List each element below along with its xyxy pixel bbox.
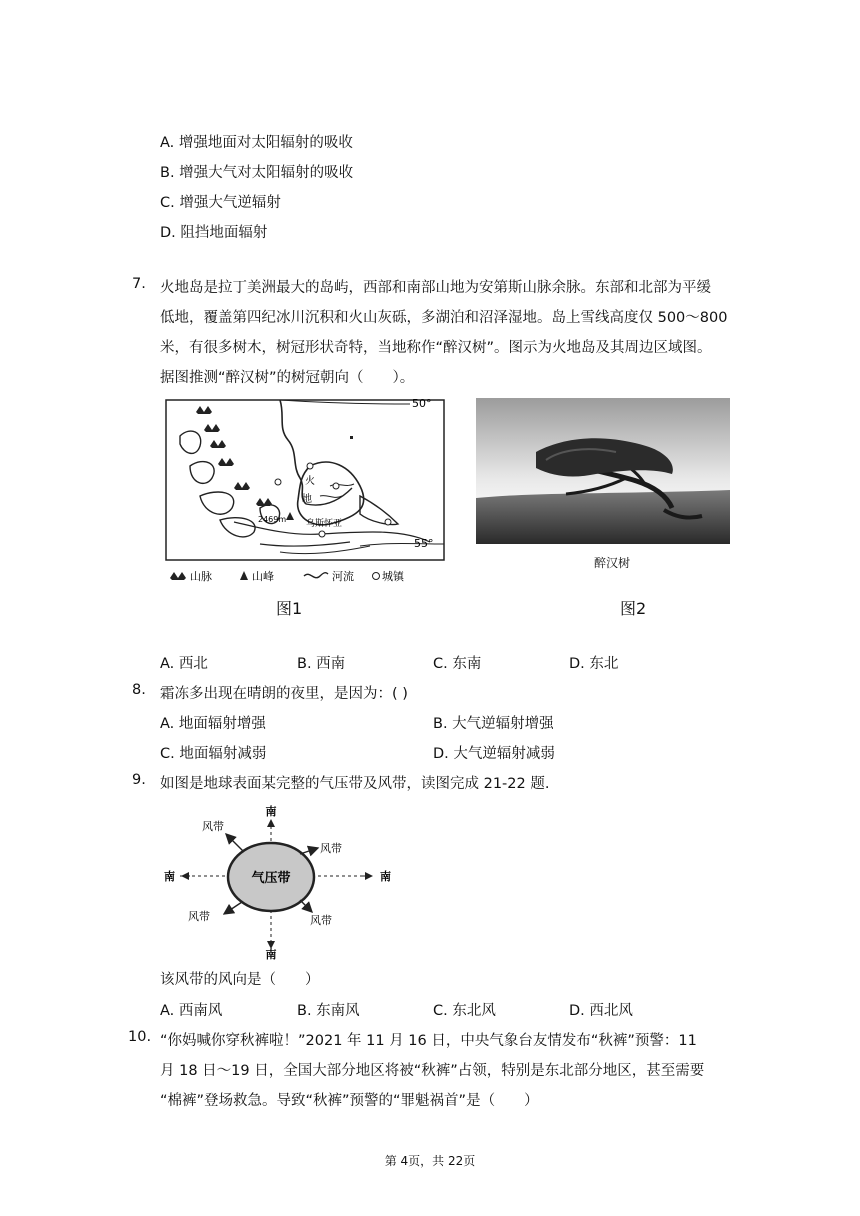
photo-caption: 醉汉树 [594,556,631,570]
q9-subquestion: 该风带的风向是（ ） [160,972,320,988]
q10-line-2: 月 18 日～19 日，全国大部分地区将被“秋裤”占领，特别是东北部分地区，甚至需要 [160,1063,705,1079]
wind-label-br: 风带 [310,914,332,927]
q7-line-4: 据图推测“醉汉树”的树冠朝向（ ）。 [160,370,415,386]
q7-option-d: D. 东北 [569,656,619,672]
q9-text: 如图是地球表面某完整的气压带及风带，读图完成 21-22 题. [160,776,550,792]
q8-text: 霜冻多出现在晴朗的夜里，是因为：( ) [160,686,408,702]
q8-option-c: C. 地面辐射减弱 [160,746,267,762]
legend-peak: 山峰 [252,570,274,583]
island-label-2: 地 [302,494,312,505]
figure-2-label: 图2 [620,599,647,618]
peak-label: 2469m [258,515,287,524]
dir-left: 南 [164,870,175,883]
wind-label-bl: 风带 [188,910,210,923]
wind-arrow-br [300,900,312,912]
wind-arrow-tr [300,848,318,854]
wind-arrow-bl [224,902,242,914]
pressure-belt-label: 气压带 [251,871,291,886]
town-marker [385,519,391,525]
map-legend [170,569,405,583]
town-marker [319,531,325,537]
q8-option-b: B. 大气逆辐射增强 [433,716,554,732]
legend-river: 河流 [332,570,354,583]
town-marker [333,483,339,489]
legend-peak-icon [240,571,248,580]
dir-right: 南 [380,870,391,883]
town-marker [307,463,313,469]
island-label-1: 火 [305,476,315,487]
q6-option-b: B. 增强大气对太阳辐射的吸收 [160,165,354,181]
q7-option-c: C. 东南 [433,656,482,672]
drunken-tree-photo [476,398,730,544]
legend-town: 城镇 [382,570,404,583]
figure-1-label: 图1 [276,599,303,618]
q7-line-1: 火地岛是拉丁美洲最大的岛屿，西部和南部山地为安第斯山脉余脉。东部和北部为平缓 [160,280,711,296]
q6-option-a: A. 增强地面对太阳辐射的吸收 [160,135,353,151]
q8-option-a: A. 地面辐射增强 [160,716,266,732]
lat-top-label: 50° [412,397,432,410]
q8-number: 8. [132,682,146,698]
q7-option-a: A. 西北 [160,656,208,672]
q7-option-b: B. 西南 [297,656,346,672]
legend-mountain: 山脉 [190,570,212,583]
q10-number: 10. [128,1029,152,1045]
q9-option-b: B. 东南风 [297,1003,360,1019]
wind-arrow-tl [226,834,244,852]
page-footer: 第 4页，共 22页 [384,1154,476,1168]
legend-mountain-icon [170,572,186,580]
q7-line-2: 低地，覆盖第四纪冰川沉积和火山灰砾，多湖泊和沼泽湿地。岛上雪线高度仅 500～800 [160,310,728,326]
q6-option-c: C. 增强大气逆辐射 [160,195,281,211]
q10-line-3: “棉裤”登场救急。导致“秋裤”预警的“罪魁祸首”是（ ） [160,1093,539,1109]
legend-river-icon [304,573,328,578]
q9-number: 9. [132,772,146,788]
wind-label-tr: 风带 [320,842,342,855]
q10-line-1: “你妈喊你穿秋裤啦！”2021 年 11 月 16 日，中央气象台友情发布“秋裤”预警：11 [160,1033,697,1049]
legend-town-icon [373,573,380,580]
q9-option-c: C. 东北风 [433,1003,496,1019]
q9-option-d: D. 西北风 [569,1003,633,1019]
pressure-belt-diagram [160,800,400,960]
dir-bottom: 南 [265,948,277,960]
town-marker [275,479,281,485]
q8-option-d: D. 大气逆辐射减弱 [433,746,555,762]
lat-bottom-label: 55° [414,537,434,550]
city-label: 乌斯怀亚 [306,519,343,529]
q6-option-d: D. 阻挡地面辐射 [160,225,268,241]
tierra-del-fuego-map [160,396,450,592]
wind-label-tl: 风带 [202,820,224,833]
dir-top: 南 [265,805,277,818]
q7-line-3: 米，有很多树木，树冠形状奇特，当地称作“醉汉树”。图示为火地岛及其周边区域图。 [160,340,712,356]
q9-option-a: A. 西南风 [160,1003,223,1019]
q7-number: 7. [132,276,146,292]
